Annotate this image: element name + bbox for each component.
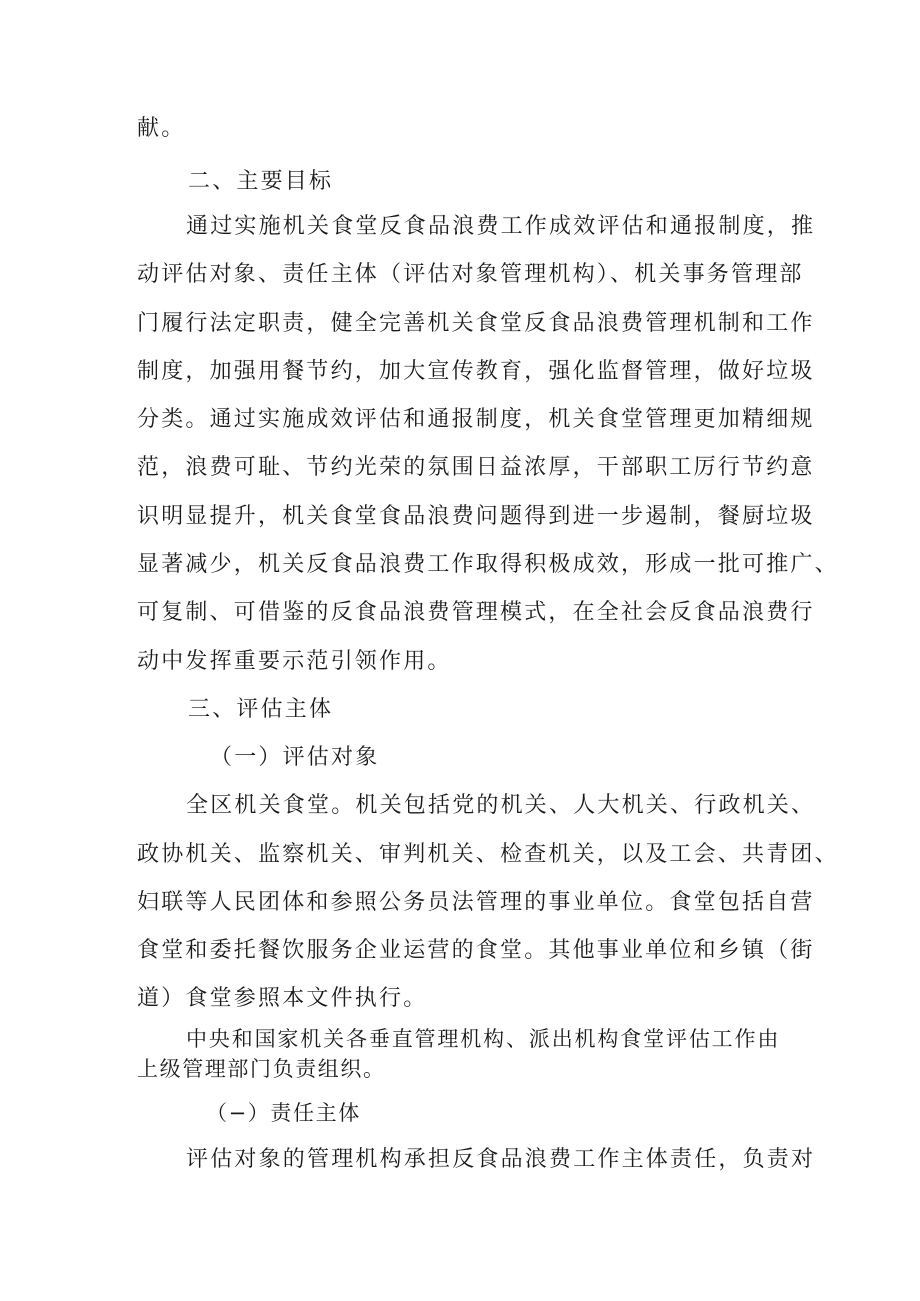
text-line: 范，浪费可耻、节约光荣的氛围日益浓厚，干部职工厉行节约意 — [137, 455, 815, 480]
text-line: 显著减少，机关反食品浪费工作取得积极成效，形成一批可推广、 — [137, 552, 839, 577]
text-line: 通过实施机关食堂反食品浪费工作成效评估和通报制度，推 — [186, 214, 816, 239]
section-heading: 二、主要目标 — [188, 169, 334, 194]
text-line: 上级管理部门负责组织。 — [137, 1057, 386, 1081]
text-line: 全区机关食堂。机关包括党的机关、人大机关、行政机关、 — [186, 793, 816, 818]
text-line: 献。 — [137, 116, 186, 141]
text-line: 分类。通过实施成效评估和通报制度，机关食堂管理更加精细规 — [137, 407, 815, 432]
text-line: 中央和国家机关各垂直管理机构、派出机构食堂评估工作由 — [186, 1027, 780, 1051]
subsection-heading: （一）评估对象 — [210, 745, 380, 770]
text-line: 政协机关、监察机关、审判机关、检查机关，以及工会、共青团、 — [137, 842, 839, 867]
text-line: 门履行法定职责，健全完善机关食堂反食品浪费管理机制和工作 — [137, 311, 815, 336]
text-line: 食堂和委托餐饮服务企业运营的食堂。其他事业单位和乡镇（街 — [137, 938, 815, 963]
text-line: 评估对象的管理机构承担反食品浪费工作主体责任，负责对 — [186, 1147, 816, 1172]
text-line: 识明显提升，机关食堂食品浪费问题得到进一步遏制，餐厨垃圾 — [137, 504, 815, 529]
text-line: 动中发挥重要示范引领作用。 — [137, 649, 452, 674]
section-heading: 三、评估主体 — [188, 697, 334, 722]
subsection-heading: （−）责任主体 — [206, 1101, 361, 1125]
text-line: 妇联等人民团体和参照公务员法管理的事业单位。食堂包括自营 — [137, 890, 815, 915]
text-line: 制度，加强用餐节约，加大宣传教育，强化监督管理，做好垃圾 — [137, 359, 815, 384]
text-line: 道）食堂参照本文件执行。 — [137, 986, 428, 1011]
text-line: 可复制、可借鉴的反食品浪费管理模式，在全社会反食品浪费行 — [137, 600, 815, 625]
text-line: 动评估对象、责任主体（评估对象管理机构）、机关事务管理部 — [137, 262, 804, 287]
